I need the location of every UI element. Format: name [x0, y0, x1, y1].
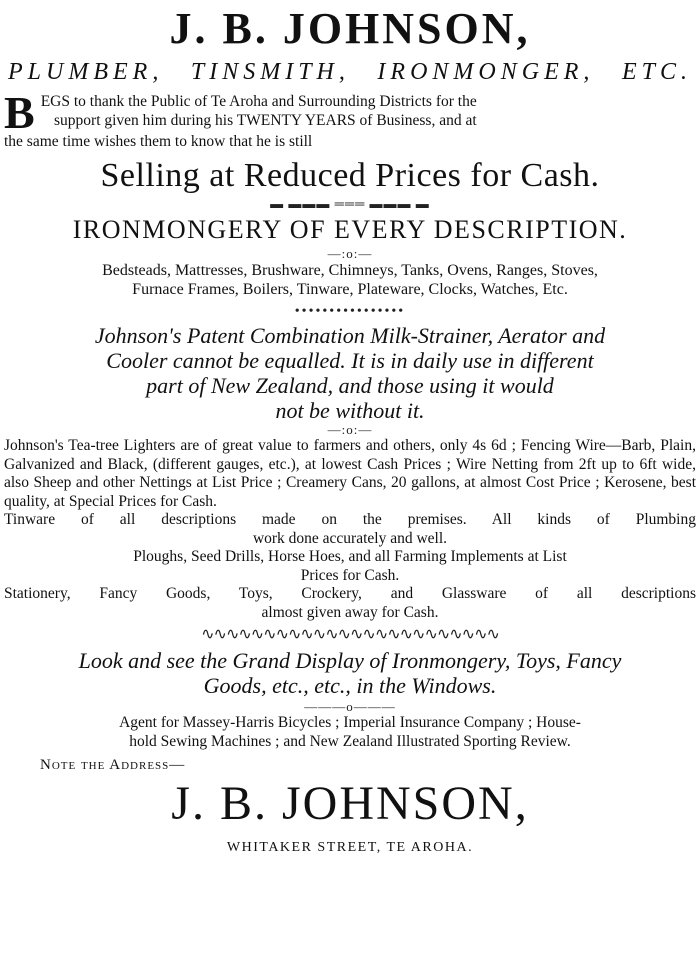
trades-line: [4, 56, 696, 88]
ironmongery-line-1: Bedsteads, Mattresses, Brushware, Chimneys, Tanks, Ovens, Ranges, Stoves,: [102, 262, 598, 279]
patent-block: [4, 323, 696, 423]
trade-plumber: PLUMBER,: [8, 59, 164, 85]
intro-line-1: EGS to thank the Public of Te Aroha and Surrounding Districts for the: [40, 93, 477, 110]
ironmongery-list: [4, 261, 696, 299]
details-line-3a: Ploughs, Seed Drills, Horse Hoes, and all Farming Implements at List: [133, 548, 567, 565]
footer-business-name: J. B. JOHNSON,: [171, 777, 529, 830]
drop-cap: B: [4, 87, 35, 138]
details-line-2b: work done accurately and well.: [252, 529, 448, 547]
trade-etc: ETC.: [621, 59, 692, 85]
agent-block: [4, 714, 696, 751]
intro-line-3: the same time wishes them to know that he is still: [4, 133, 313, 150]
details-line-4a: Stationery, Fancy Goods, Toys, Crockery, and Glassware of all descriptions: [4, 585, 696, 602]
dash-o-divider: ———o———: [304, 699, 396, 714]
display-line-1: Look and see the Grand Display of Ironmongery, Toys, Fancy: [78, 648, 622, 673]
agent-line-2: hold Sewing Machines ; and New Zealand Illustrated Sporting Review.: [129, 732, 571, 750]
details-paragraph-3: [4, 548, 696, 585]
details-paragraph-1: Johnson's Tea-tree Lighters are of great value to farmers and others, only 4s 6d ; Fencing Wire—Barb, Plain, Galvanized and Black, (different gauges, etc.), at lowest Cash Prices ; Wire Netting from 2ft up to 6ft wide, also Sheep and other Nettings at List Price ; Creamery Cans, 20 gallons, at almost Cost Price ; Kerosene, best quality, at Special Prices for Cash.: [4, 437, 696, 510]
display-block: [4, 648, 696, 698]
selling-heading: Selling at Reduced Prices for Cash.: [100, 157, 600, 194]
dash-divider-2: —:o:—: [327, 422, 373, 437]
details-paragraph-2: [4, 511, 696, 548]
business-name-heading: J. B. JOHNSON,: [169, 4, 531, 53]
details-line-2a: Tinware of all descriptions made on the premises. All kinds of Plumbing: [4, 511, 696, 528]
dash-divider-1: —:o:—: [327, 246, 373, 261]
patent-line-4: not be without it.: [275, 398, 425, 423]
patent-line-1: Johnson's Patent Combination Milk-Strainer, Aerator and: [94, 323, 606, 348]
intro-line-2: support given him during his TWENTY YEARS of Business, and at: [54, 112, 477, 129]
trade-tinsmith: TINSMITH,: [190, 59, 350, 85]
dots-divider: ••••••••••••••••: [294, 304, 406, 319]
intro-paragraph: [4, 87, 696, 151]
details-paragraph-4: [4, 585, 696, 622]
ironmongery-line-2: Furnace Frames, Boilers, Tinware, Plateware, Clocks, Watches, Etc.: [132, 281, 568, 298]
patent-line-2: Cooler cannot be equalled. It is in daily use in different: [106, 348, 594, 373]
ironmongery-heading: IRONMONGERY OF EVERY DESCRIPTION.: [72, 215, 628, 244]
details-line-3b: Prices for Cash.: [300, 566, 400, 584]
wave-divider: ∿∿∿∿∿∿∿∿∿∿∿∿∿∿∿∿∿∿∿∿∿∿∿∿: [201, 626, 499, 643]
display-line-2: Goods, etc., etc., in the Windows.: [203, 673, 497, 698]
footer-address: WHITAKER STREET, TE AROHA.: [226, 840, 474, 855]
details-line-4b: almost given away for Cash.: [261, 603, 439, 621]
agent-line-1: Agent for Massey-Harris Bicycles ; Imperial Insurance Company ; House-: [119, 714, 581, 731]
note-address: Note the Address—: [40, 757, 186, 773]
patent-line-3: part of New Zealand, and those using it would: [146, 373, 554, 398]
ornament-divider: ▬ ▬▬▬ ═══ ▬▬▬ ▬: [270, 196, 430, 211]
trade-ironmonger: IRONMONGER,: [377, 59, 595, 85]
